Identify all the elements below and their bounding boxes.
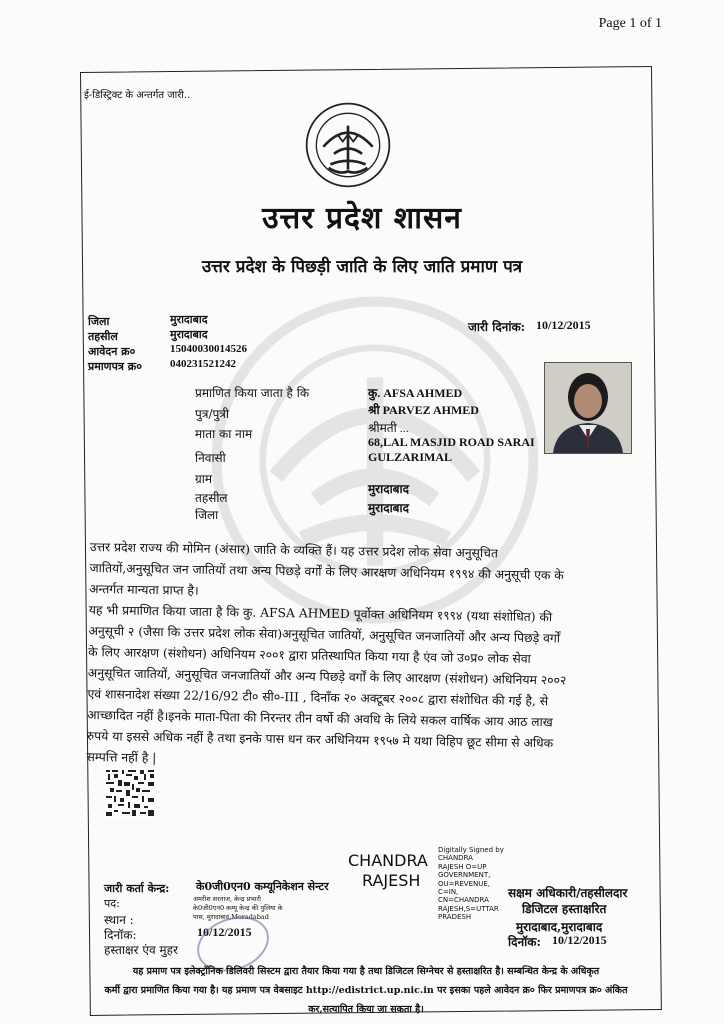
- body-line: के लिए आरक्षण (संशोधन) अधिनियम २००१ द्वारा प्रतिस्थापित किया गया है एंव जो उ०प्र० लोक सेवा: [88, 644, 531, 666]
- district-value: मुरादाबाद: [170, 313, 208, 326]
- body-line: अन्तर्गत मान्यता प्राप्त है।: [89, 581, 199, 598]
- authority-date-value: 10/12/2015: [552, 933, 607, 947]
- body-line: रुपये या इससे अधिक नहीं है तथा इनके पास धन कर अधिनियम १९५७ मे यथा विहिप छूट सीमा से अधिक: [86, 728, 554, 751]
- body-line: उत्तर प्रदेश राज्य की मोमिन (अंसार) जाति के व्यक्ति हैं। यह उत्तर प्रदेश लोक सेवा अनुसूचित: [89, 539, 499, 561]
- address-line-1: 68,LAL MASJID ROAD SARAI: [368, 435, 535, 449]
- document-subtitle: उत्तर प्रदेश के पिछड़ी जाति के लिए जाति प्रमाण पत्र: [201, 257, 523, 277]
- body-line: यह भी प्रमाणित किया जाता है कि कु. AFSA AHMED पूर्वोक्त अधिनियम १९९४ (यथा संशोधित) की: [88, 602, 553, 625]
- body-line: जातियों,अनुसूचित जन जातियों तथा अन्य पिछड़े वर्गों के लिए आरक्षण अधिनियम १९९४ की अनुसूची एक के: [89, 560, 564, 583]
- signature-detail-line: CHANDRA: [438, 854, 473, 863]
- village-label: ग्राम: [195, 472, 213, 486]
- person-portrait-icon: [545, 363, 631, 453]
- signer-name-line: CHANDRA: [348, 851, 428, 870]
- stamp-line: अमरीश सरताज, केन्द्र प्रभारी: [193, 895, 261, 903]
- signature-seal-label: हस्ताक्षर एंव मुहर: [104, 943, 178, 957]
- stamp-line: पास, मुरादाबाद,Moradabad: [193, 913, 269, 921]
- person-tehsil-value: मुरादाबाद: [368, 482, 410, 496]
- authority-digital-signed: डिजिटल हस्ताक्षरित: [522, 902, 607, 916]
- candidate-photo: [544, 362, 632, 454]
- signature-detail-line: RAJESH O=UP: [438, 862, 487, 871]
- footer-line: यह प्रमाण पत्र इलेक्ट्रॉनिक डिलिवरी सिस्टम द्वारा तैयार किया गया है तथा डिजिटल सिग्नेचर से हस्ताक्षरित है। सम्बन्धित केन्द्र के अधिकृत: [132, 966, 600, 977]
- issue-date-value: 10/12/2015: [536, 318, 591, 332]
- mother-label: माता का नाम: [195, 427, 253, 441]
- mother-name: श्रीमती ...: [368, 421, 409, 435]
- resident-label: निवासी: [195, 451, 226, 465]
- address-line-2: GULZARIMAL: [368, 450, 453, 464]
- candidate-name: कु. AFSA AHMED: [368, 386, 463, 400]
- issuer-date-value: 10/12/2015: [197, 925, 252, 939]
- tehsil-value: मुरादाबाद: [170, 328, 208, 341]
- issuer-date-label: दिनॉक:: [104, 928, 137, 942]
- district-label: जिला: [88, 315, 110, 328]
- signature-detail-line: C=IN,: [438, 888, 459, 897]
- issuing-center-value: के0जी0एन0 कम्यूनिकेशन सेन्टर: [196, 880, 329, 893]
- up-government-emblem-icon: [304, 101, 392, 189]
- signer-name: [348, 851, 428, 891]
- footer-line: कर,सत्यापित किया जा सकता है।: [308, 1004, 424, 1015]
- footer-line: कर्मी द्वारा प्रमाणित किया गया है। यह प्रमाण पत्र वेबसाइट http://edistrict.up.nic.in पर इसका पहले आवेदन क्र० फिर प्रमाणपत्र क्र० अंकित: [104, 985, 628, 996]
- signature-detail-line: PRADESH: [438, 913, 472, 922]
- page-number: Page 1 of 1: [598, 16, 662, 31]
- tehsil-label: तहसील: [88, 330, 118, 343]
- signature-detail-line: RAJESH,S=UTTAR: [438, 904, 499, 913]
- application-no-label: आवेदन क्र०: [88, 345, 136, 358]
- stamp-line: के0जी0एन0 कम्यू केन्द्र की पुलिया के: [193, 904, 283, 912]
- body-line: अनुसूचित जातियों, अनुसूचित जनजातियों और अन्य पिछड़े वर्गों के लिए आरक्षण (संशोधन) अधिनियम २००२: [87, 665, 567, 688]
- qr-code-icon: [104, 768, 156, 818]
- certify-label: प्रमाणित किया जाता है कि: [195, 386, 310, 400]
- body-line: आच्छादित नहीं है।इनके माता-पिता की निरन्तर तीन वर्षो की अवधि के लिये सकल वार्षिक आय आठ लाख: [87, 707, 553, 730]
- application-no-value: 15040030014526: [170, 343, 247, 355]
- authority-location: मुरादाबाद,मुरादाबाद: [516, 920, 603, 934]
- certificate-no-value: 040231521242: [170, 358, 236, 370]
- person-district-value: मुरादाबाद: [368, 501, 410, 515]
- authority-title: सक्षम अधिकारी/तहसीलदार: [508, 886, 628, 900]
- authority-date-label: दिनॉक:: [508, 935, 541, 949]
- father-name: श्री PARVEZ AHMED: [368, 403, 479, 417]
- body-line: एवं शासनादेश संख्या 22/16/92 टी० सी०-III , दिनाँक २० अक्टूबर २००८ द्वारा संशोधित की गई है, से: [87, 686, 549, 709]
- certificate-no-label: प्रमाणपत्र क्र०: [88, 360, 142, 373]
- header-note: ई-डिस्ट्रिक्ट के अन्तर्गत जारी..: [84, 90, 191, 101]
- person-district-label: जिला: [195, 508, 219, 522]
- signer-name-line: RAJESH: [362, 871, 421, 890]
- place-label: स्थान :: [104, 913, 134, 927]
- person-tehsil-label: तहसील: [195, 491, 228, 505]
- post-label: पद:: [104, 897, 120, 910]
- parent-label: पुत्र/पुत्री: [195, 407, 230, 421]
- body-line: अनुसूची २ (जैसा कि उत्तर प्रदेश लोक सेवा)अनुसूचित जातियों, अनुसूचित जनजातियों और अन्य पिछड़े वर्गों: [88, 623, 561, 646]
- issuing-center-label: जारी कर्ता केन्द्र:: [104, 882, 170, 895]
- issue-date-label: जारी दिनांक:: [468, 320, 526, 334]
- signature-detail-line: GOVERNMENT,: [438, 871, 491, 880]
- digital-signature-details: [438, 846, 504, 922]
- signature-detail-line: OU=REVENUE,: [438, 879, 491, 888]
- body-line: सम्पत्ति नहीं है |: [86, 749, 157, 766]
- signature-detail-line: Digitally Signed by: [438, 846, 504, 854]
- document-title: उत्तर प्रदेश शासन: [262, 201, 462, 236]
- footer-note: [86, 962, 646, 1019]
- signature-detail-line: CN=CHANDRA: [438, 896, 489, 905]
- certificate-body: [86, 537, 650, 777]
